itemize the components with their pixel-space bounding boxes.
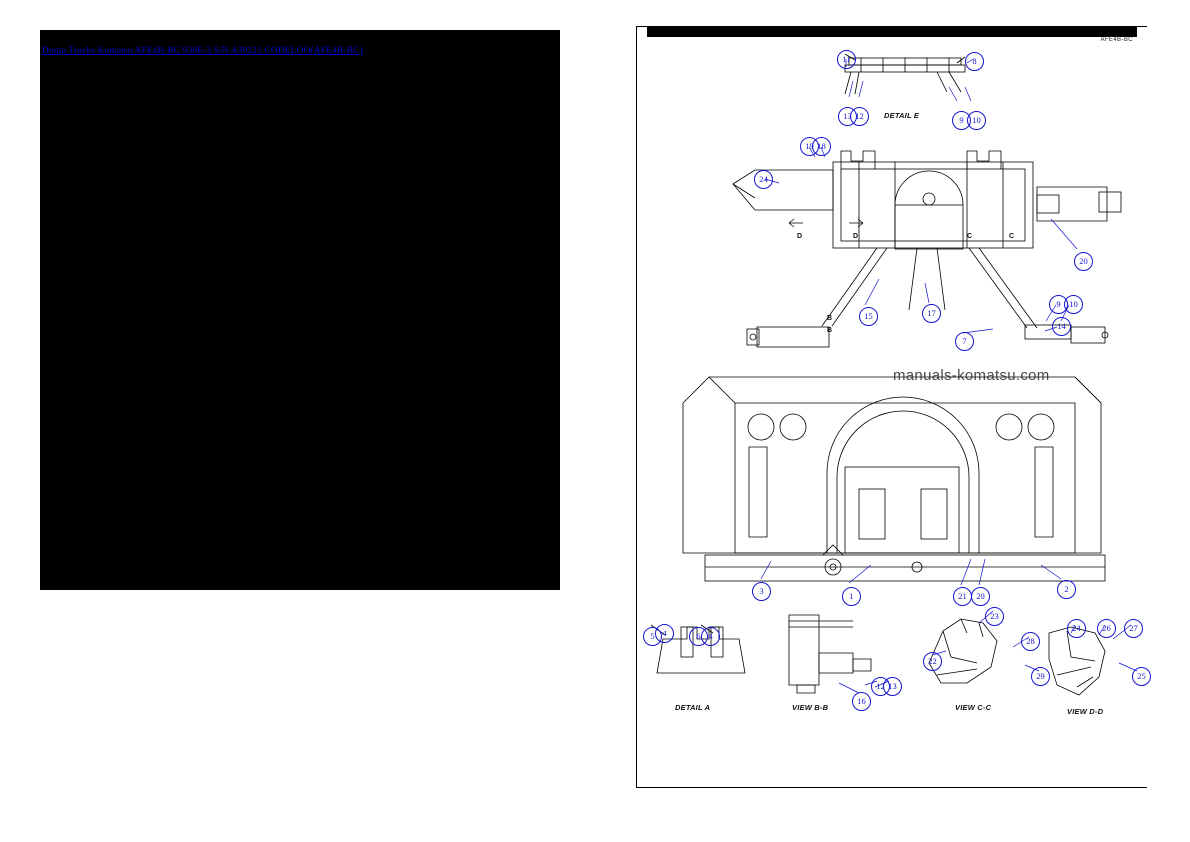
caption-detail-e: DETAIL E xyxy=(884,111,920,120)
callout-bubble[interactable]: 4 xyxy=(655,624,674,643)
watermark-text: manuals-komatsu.com xyxy=(893,367,1050,384)
callout-bubble[interactable]: 24 xyxy=(754,170,773,189)
section-mark: B xyxy=(827,327,833,334)
callout-bubble[interactable]: 26 xyxy=(1097,619,1116,638)
callout-bubble[interactable]: 27 xyxy=(1124,619,1143,638)
caption-view-d-d: VIEW D-D xyxy=(1067,707,1104,716)
callout-bubble[interactable]: 10 xyxy=(1064,295,1083,314)
caption-detail-a: DETAIL A xyxy=(675,703,711,712)
callout-bubble[interactable]: 4 xyxy=(701,627,720,646)
callout-bubble[interactable]: 8 xyxy=(965,52,984,71)
callout-bubble[interactable]: 17 xyxy=(922,304,941,323)
section-mark: B xyxy=(827,315,833,322)
callout-bubble[interactable]: 6 xyxy=(689,627,708,646)
callout-bubble[interactable]: 20 xyxy=(971,587,990,606)
callout-bubble[interactable]: 15 xyxy=(859,307,878,326)
callout-bubble[interactable]: 18 xyxy=(812,137,831,156)
caption-view-c-c: VIEW C-C xyxy=(955,703,992,712)
callout-bubble[interactable]: 12 xyxy=(850,107,869,126)
page-title[interactable]: Dump Trucks Komatsu AFE4B-BC 930E-3 S/N A30121 CODELOO(AFE4B-BC) xyxy=(42,46,363,56)
callout-bubble[interactable]: 14 xyxy=(1052,317,1071,336)
section-mark: C xyxy=(967,233,973,240)
callout-bubble[interactable]: 12 xyxy=(871,677,890,696)
callout-bubble[interactable]: 3 xyxy=(752,582,771,601)
diagram-canvas xyxy=(637,27,1147,787)
callout-bubble[interactable]: 9 xyxy=(952,111,971,130)
callout-bubble[interactable]: 13 xyxy=(838,107,857,126)
parts-diagram-panel xyxy=(636,26,1147,788)
callout-bubble[interactable]: 22 xyxy=(923,652,942,671)
callout-bubble[interactable]: 13 xyxy=(883,677,902,696)
callout-bubble[interactable]: 25 xyxy=(1132,667,1151,686)
diagram-linework xyxy=(637,27,1147,787)
callout-bubble[interactable]: 11 xyxy=(837,50,856,69)
callout-bubble[interactable]: 2 xyxy=(1057,580,1076,599)
callout-bubble[interactable]: 23 xyxy=(985,607,1004,626)
callout-bubble[interactable]: 5 xyxy=(643,627,662,646)
callout-bubble[interactable]: 24 xyxy=(1067,619,1086,638)
section-mark: D xyxy=(797,233,803,240)
callout-bubble[interactable]: 19 xyxy=(800,137,819,156)
callout-bubble[interactable]: 7 xyxy=(955,332,974,351)
callout-bubble[interactable]: 1 xyxy=(842,587,861,606)
callout-bubble[interactable]: 9 xyxy=(1049,295,1068,314)
caption-view-b-b: VIEW B-B xyxy=(792,703,829,712)
callout-bubble[interactable]: 20 xyxy=(1074,252,1093,271)
callout-bubble[interactable]: 21 xyxy=(953,587,972,606)
section-mark: C xyxy=(1009,233,1015,240)
section-mark: D xyxy=(853,233,859,240)
image-placeholder-panel xyxy=(40,30,560,590)
callout-bubble[interactable]: 28 xyxy=(1021,632,1040,651)
callout-bubble[interactable]: 16 xyxy=(852,692,871,711)
sheet-code-label: AFE4B-BC xyxy=(1100,37,1133,43)
callout-bubble[interactable]: 10 xyxy=(967,111,986,130)
callout-bubble[interactable]: 29 xyxy=(1031,667,1050,686)
